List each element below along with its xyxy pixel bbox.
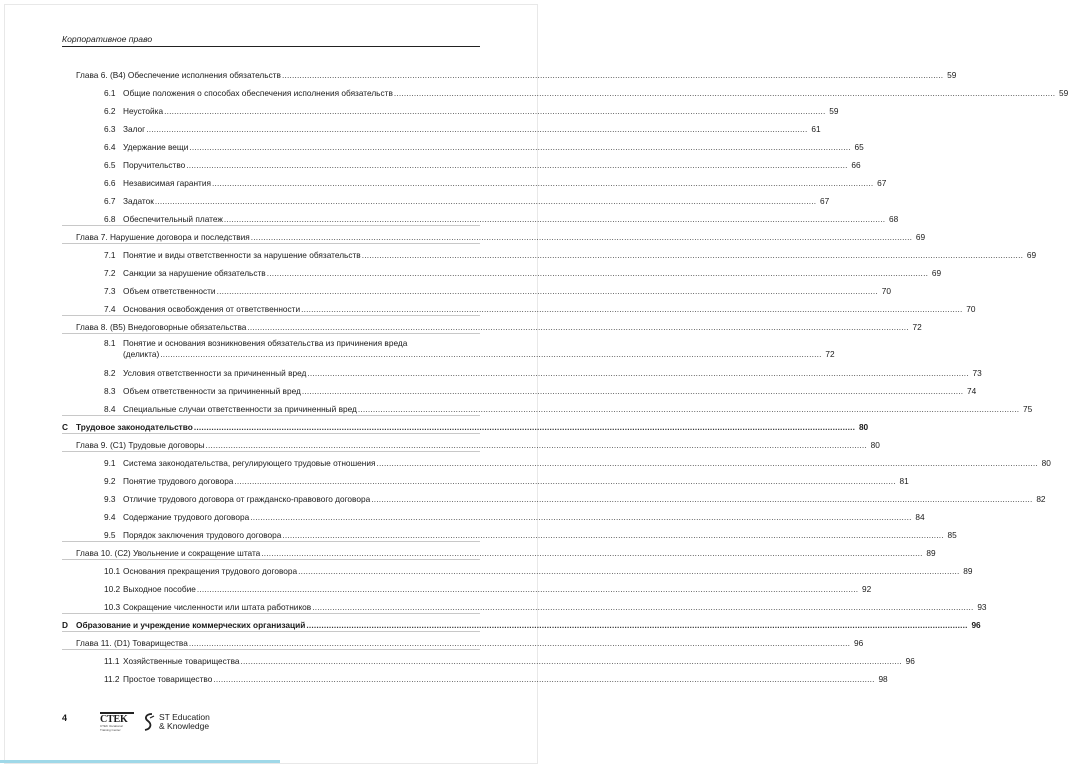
toc-entry[interactable] bbox=[62, 70, 957, 81]
toc-leader-dots bbox=[212, 178, 873, 189]
toc-section-number: 7.3 bbox=[104, 286, 116, 296]
toc-section-number: 6.3 bbox=[104, 124, 116, 134]
toc-leader-dots bbox=[362, 250, 1023, 261]
toc-section-title: Отличие трудового договора от гражданско-правового договора bbox=[123, 494, 371, 504]
toc-section-number: 9.4 bbox=[104, 512, 116, 522]
toc-page-number: 69 bbox=[915, 232, 926, 242]
toc-leader-dots bbox=[194, 422, 855, 433]
toc-section-number: 9.3 bbox=[104, 494, 116, 504]
toc-page-number: 96 bbox=[853, 638, 864, 648]
toc-leader-dots bbox=[298, 566, 959, 577]
page-number: 4 bbox=[62, 713, 68, 723]
toc-section-number: 8.1 bbox=[104, 338, 116, 348]
toc-section-title-line2 bbox=[123, 349, 835, 360]
toc-entry[interactable] bbox=[62, 584, 872, 595]
toc-leader-dots bbox=[394, 88, 1055, 99]
toc-page-number: 84 bbox=[915, 512, 925, 522]
toc-entry[interactable] bbox=[62, 338, 835, 360]
ctek-logo-subtext: CTEK Vocational Training Center bbox=[100, 724, 123, 732]
toc-page-number: 67 bbox=[877, 178, 887, 188]
toc-page-number: 96 bbox=[905, 656, 915, 666]
toc-page-number: 68 bbox=[889, 214, 899, 224]
toc-leader-dots bbox=[189, 142, 850, 153]
toc-part-letter: D bbox=[62, 620, 68, 630]
toc-section-number: 6.7 bbox=[104, 196, 116, 206]
toc-section-number: 11.1 bbox=[104, 656, 120, 666]
toc-entry[interactable] bbox=[62, 196, 830, 207]
toc-page-number: 96 bbox=[971, 620, 981, 630]
toc-section-title: Поручительство bbox=[123, 160, 186, 170]
bottom-accent-bar bbox=[0, 760, 280, 763]
toc-page-number: 81 bbox=[899, 476, 909, 486]
toc-section-title: Независимая гарантия bbox=[123, 178, 211, 188]
toc-page-number: 70 bbox=[966, 304, 976, 314]
toc-section-title: Сокращение численности или штата работников bbox=[123, 602, 312, 612]
toc-entry[interactable] bbox=[62, 106, 839, 117]
toc-section-number: 10.1 bbox=[104, 566, 121, 576]
toc-part-letter: C bbox=[62, 422, 68, 432]
toc-section-title: Содержание трудового договора bbox=[123, 512, 250, 522]
toc-leader-dots bbox=[186, 160, 847, 171]
toc-leader-dots bbox=[282, 530, 943, 541]
toc-entry[interactable] bbox=[62, 386, 977, 397]
toc-entry[interactable] bbox=[62, 250, 1037, 261]
toc-page-number: 65 bbox=[854, 142, 864, 152]
toc-leader-dots bbox=[164, 106, 825, 117]
toc-section-title: Хозяйственные товарищества bbox=[123, 656, 240, 666]
toc-chapter-title: Глава 7. Нарушение договора и последствия bbox=[76, 232, 250, 242]
toc-section-number: 11.2 bbox=[104, 674, 120, 684]
toc-entry[interactable] bbox=[62, 88, 1068, 99]
toc-page-number: 85 bbox=[947, 530, 957, 540]
toc-page-number: 89 bbox=[926, 548, 936, 558]
toc-page-number: 92 bbox=[862, 584, 872, 594]
toc-page-number: 89 bbox=[963, 566, 973, 576]
toc-entry[interactable] bbox=[62, 178, 887, 189]
toc-leader-dots bbox=[250, 512, 911, 523]
toc-entry[interactable] bbox=[62, 656, 915, 667]
toc-section-number: 6.2 bbox=[104, 106, 116, 116]
toc-section-title: Специальные случаи ответственности за причиненный вред bbox=[123, 404, 357, 414]
toc-leader-dots bbox=[247, 322, 908, 333]
toc-part-title bbox=[62, 620, 305, 631]
toc-section-number: 9.2 bbox=[104, 476, 116, 486]
toc-section-title: Санкции за нарушение обязательств bbox=[123, 268, 266, 278]
toc-section-number: 6.5 bbox=[104, 160, 116, 170]
toc-section-number: 6.1 bbox=[104, 88, 116, 98]
toc-leader-dots bbox=[160, 349, 821, 360]
toc-entry[interactable] bbox=[62, 404, 1033, 416]
toc-page-number: 82 bbox=[1036, 494, 1046, 504]
toc-leader-dots bbox=[312, 602, 973, 613]
toc-entry[interactable] bbox=[62, 458, 1051, 469]
toc-entry[interactable] bbox=[62, 160, 861, 171]
toc-leader-dots bbox=[234, 476, 895, 487]
toc-section-number: 6.8 bbox=[104, 214, 116, 224]
toc-page-number: 70 bbox=[881, 286, 891, 296]
toc-part-text: Образование и учреждение коммерческих организаций bbox=[76, 620, 306, 630]
ctek-logo bbox=[100, 712, 134, 732]
toc-section-title: Объем ответственности bbox=[123, 286, 216, 296]
toc-chapter-title: Глава 10. (C2) Увольнение и сокращение штата bbox=[76, 548, 261, 558]
toc-section-title: Простое товарищество bbox=[123, 674, 213, 684]
toc-leader-dots bbox=[358, 404, 1019, 415]
toc-section-number: 10.2 bbox=[104, 584, 121, 594]
toc-leader-dots bbox=[146, 124, 807, 135]
toc-entry[interactable] bbox=[62, 368, 982, 379]
toc-section-number: 6.4 bbox=[104, 142, 116, 152]
toc-leader-dots bbox=[302, 386, 963, 397]
toc-part-text: Трудовое законодательство bbox=[76, 422, 193, 432]
toc-section-title: Выходное пособие bbox=[123, 584, 196, 594]
toc-section-title: Неустойка bbox=[123, 106, 164, 116]
toc-leader-dots bbox=[217, 286, 878, 297]
toc-leader-dots bbox=[267, 268, 928, 279]
toc-section-title: Основания освобождения от ответственности bbox=[123, 304, 301, 314]
toc-leader-dots bbox=[197, 584, 858, 595]
toc-page-number: 75 bbox=[1023, 404, 1033, 414]
toc-leader-dots bbox=[224, 214, 885, 225]
toc-entry[interactable] bbox=[62, 638, 864, 650]
toc-leader-dots bbox=[261, 548, 922, 559]
toc-page-number: 72 bbox=[825, 349, 835, 359]
toc-section-title: Понятие и основания возникновения обязательства из причинения вреда bbox=[123, 338, 408, 348]
toc-section-number: 8.4 bbox=[104, 404, 116, 414]
toc-part-title bbox=[62, 422, 193, 433]
toc-entry[interactable] bbox=[62, 440, 880, 452]
toc-entry[interactable] bbox=[62, 304, 976, 316]
toc-leader-dots bbox=[213, 674, 874, 685]
toc-entry[interactable] bbox=[62, 548, 936, 560]
toc-section-title: Общие положения о способах обеспечения исполнения обязательств bbox=[123, 88, 393, 98]
toc-leader-dots bbox=[377, 458, 1038, 469]
toc-section-number: 7.1 bbox=[104, 250, 116, 260]
toc-page-number: 59 bbox=[829, 106, 839, 116]
st-logo-icon bbox=[142, 712, 156, 732]
toc-chapter-title: Глава 8. (B5) Внедоговорные обязательства bbox=[76, 322, 247, 332]
toc-page-number: 61 bbox=[811, 124, 821, 134]
toc-page-number: 80 bbox=[870, 440, 880, 450]
toc-entry[interactable] bbox=[62, 232, 926, 244]
toc-page-number: 72 bbox=[912, 322, 922, 332]
toc-page-number: 98 bbox=[878, 674, 888, 684]
toc-entry[interactable] bbox=[62, 476, 909, 487]
toc-leader-dots bbox=[282, 70, 943, 81]
toc-page-number: 93 bbox=[977, 602, 987, 612]
toc-chapter-title: Глава 6. (B4) Обеспечение исполнения обязательств bbox=[76, 70, 281, 80]
toc-section-number: 8.3 bbox=[104, 386, 116, 396]
toc-section-title: Порядок заключения трудового договора bbox=[123, 530, 282, 540]
toc-page-number: 69 bbox=[931, 268, 942, 278]
running-header: Корпоративное право bbox=[62, 34, 153, 44]
toc-leader-dots bbox=[189, 638, 850, 649]
toc-section-number: 9.1 bbox=[104, 458, 116, 468]
toc-entry[interactable] bbox=[62, 268, 942, 279]
header-rule bbox=[62, 46, 480, 47]
toc-section-number: 8.2 bbox=[104, 368, 116, 378]
toc-leader-dots bbox=[155, 196, 816, 207]
toc-leader-dots bbox=[206, 440, 867, 451]
toc-entry[interactable] bbox=[62, 620, 981, 632]
toc-entry[interactable] bbox=[62, 124, 821, 135]
toc-section-title: Основания прекращения трудового договора bbox=[123, 566, 298, 576]
toc-entry[interactable] bbox=[62, 512, 925, 523]
toc-section-title: Условия ответственности за причиненный вред bbox=[123, 368, 307, 378]
toc-section-number: 9.5 bbox=[104, 530, 116, 540]
toc-page-number: 80 bbox=[1041, 458, 1051, 468]
toc-section-title: Удержание вещи bbox=[123, 142, 189, 152]
toc-section-title: Понятие трудового договора bbox=[123, 476, 234, 486]
toc-page-number: 80 bbox=[858, 422, 869, 432]
toc-section-title: Объем ответственности за причиненный вред bbox=[123, 386, 301, 396]
toc-entry[interactable] bbox=[62, 322, 922, 334]
toc-entry[interactable] bbox=[62, 422, 869, 434]
toc-entry[interactable] bbox=[62, 602, 987, 614]
toc-entry[interactable] bbox=[62, 214, 899, 226]
toc-section-title: Задаток bbox=[123, 196, 154, 206]
toc-section-number: 7.4 bbox=[104, 304, 116, 314]
toc-entry[interactable] bbox=[62, 566, 973, 577]
toc-leader-dots bbox=[306, 620, 967, 631]
toc-page-number: 74 bbox=[966, 386, 977, 396]
toc-chapter-title: Глава 11. (D1) Товарищества bbox=[76, 638, 188, 648]
toc-entry[interactable] bbox=[62, 530, 957, 542]
toc-page-number: 59 bbox=[1059, 88, 1068, 98]
toc-page-number: 66 bbox=[851, 160, 861, 170]
toc-page-number: 69 bbox=[1026, 250, 1037, 260]
toc-section-number: 10.3 bbox=[104, 602, 121, 612]
toc-section-title: Понятие и виды ответственности за нарушение обязательств bbox=[123, 250, 361, 260]
toc-leader-dots bbox=[241, 656, 902, 667]
toc-section-title: Система законодательства, регулирующего трудовые отношения bbox=[123, 458, 376, 468]
toc-section-title-cont: (деликта) bbox=[123, 349, 160, 359]
st-logo-line2: & Knowledge bbox=[159, 721, 210, 731]
toc-page-number: 73 bbox=[972, 368, 982, 378]
toc-leader-dots bbox=[301, 304, 962, 315]
toc-section-title: Залог bbox=[123, 124, 146, 134]
toc-entry[interactable] bbox=[62, 494, 1046, 505]
toc-entry[interactable] bbox=[62, 142, 864, 153]
toc-chapter-title: Глава 9. (C1) Трудовые договоры bbox=[76, 440, 205, 450]
toc-leader-dots bbox=[371, 494, 1032, 505]
toc-section-title-block bbox=[123, 338, 835, 360]
toc-leader-dots bbox=[251, 232, 912, 243]
toc-entry[interactable] bbox=[62, 674, 888, 685]
st-logo-line1: ST Education bbox=[159, 712, 210, 722]
toc-leader-dots bbox=[307, 368, 968, 379]
toc-section-title: Обеспечительный платеж bbox=[123, 214, 223, 224]
st-education-logo bbox=[142, 712, 210, 732]
toc-section-number: 7.2 bbox=[104, 268, 116, 278]
toc-entry[interactable] bbox=[62, 286, 891, 297]
toc-page-number: 59 bbox=[947, 70, 957, 80]
toc-section-number: 6.6 bbox=[104, 178, 116, 188]
page-border bbox=[4, 4, 538, 764]
ctek-logo-text: CTEK bbox=[100, 712, 134, 725]
toc-page-number: 67 bbox=[819, 196, 830, 206]
